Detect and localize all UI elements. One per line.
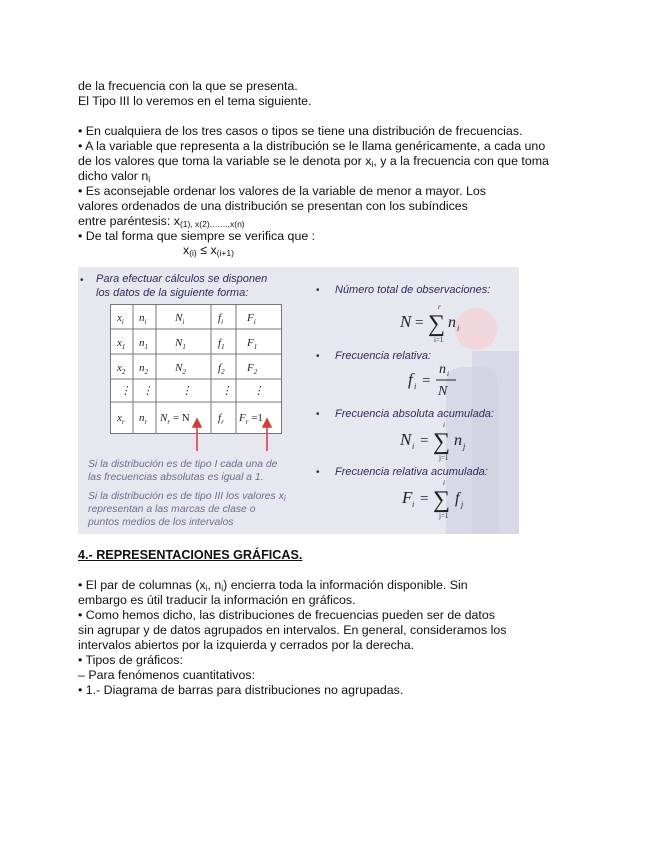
svg-text:=: =: [415, 315, 424, 331]
svg-text:j=1: j=1: [439, 512, 449, 520]
svg-text:∑: ∑: [428, 311, 446, 337]
svg-text:j: j: [461, 500, 464, 509]
arrow-up-icon: [263, 419, 271, 427]
svg-text:i: i: [447, 370, 449, 378]
svg-text:f: f: [408, 370, 413, 389]
cell-F2: $F_2$: [247, 362, 258, 376]
subscript: (1), x(2),…...,x(n): [179, 219, 245, 229]
header-xi: $x_i$: [117, 312, 124, 326]
subscript: i: [148, 174, 151, 184]
svg-text:i: i: [443, 479, 445, 487]
item-relative-frequency: Frecuencia relativa:: [335, 350, 431, 362]
svg-text:∑: ∑: [433, 487, 451, 513]
chart-types: • Tipos de gráficos:: [78, 653, 183, 667]
header-fi: $f_i$: [218, 312, 224, 326]
cell-f2: $f_2$: [218, 362, 225, 376]
columns-pair-line-2: embargo es útil traducir la información en gráficos.: [78, 593, 356, 607]
svg-text:=: =: [422, 373, 431, 389]
cell-dots: ⋮: [221, 385, 232, 397]
formula-total-n: [398, 301, 478, 347]
cell-N2: $N_2$: [175, 362, 186, 376]
note-type-iii-line-2: representan a las marcas de clase o: [88, 504, 256, 515]
formula-cumulative-N: [398, 419, 482, 465]
text-span: , n: [207, 578, 222, 592]
svg-text:N: N: [400, 312, 412, 331]
grouped-line-1: • Como hemos dicho, las distribuciones de frecuencias pueden ser de datos: [78, 608, 495, 622]
svg-text:N: N: [400, 430, 412, 449]
cell-n2: $n_2$: [139, 362, 148, 376]
text-span: de los valores que toma la variable se le denota por x: [78, 154, 372, 168]
text-span: dicho valor n: [78, 169, 149, 183]
cell-f1: $f_1$: [218, 337, 225, 351]
svg-text:r: r: [438, 303, 441, 311]
bullet-distribution: • En cualquiera de los tres casos o tipos se tiene una distribución de frecuencias.: [78, 124, 523, 138]
text-span: , y a la frecuencia con que toma: [373, 154, 549, 168]
formula-cumulative-F: [400, 477, 484, 525]
note-type-iii-line-3: puntos medios de los intervalos: [88, 517, 234, 528]
svg-text:i: i: [457, 324, 460, 333]
cell-Nr: $N_r = N$: [160, 412, 190, 426]
bullet-order-line-1: • Es aconsejable ordenar los valores de la variable de menor a mayor. Los: [78, 184, 486, 198]
subscript: (i): [189, 248, 197, 258]
order-inequality: [183, 243, 234, 261]
formula-slide: [78, 267, 519, 534]
svg-text:N: N: [438, 384, 448, 399]
slide-left-title-1: Para efectuar cálculos se disponen: [96, 273, 268, 285]
text-span: • El par de columnas (x: [78, 578, 206, 592]
section-heading: 4.- REPRESENTACIONES GRÁFICAS.: [78, 548, 303, 562]
svg-text:j=1: j=1: [439, 454, 449, 462]
cell-x2: $x_2$: [117, 362, 126, 376]
bullet-marker: •: [316, 351, 320, 362]
cell-nr: $n_r$: [139, 412, 148, 426]
cell-dots: ⋮: [181, 385, 192, 397]
cell-dots: ⋮: [142, 385, 153, 397]
header-Fi: $F_i$: [247, 312, 256, 326]
item-relative-cumulative: Frecuencia relativa acumulada:: [335, 466, 488, 478]
svg-text:f: f: [455, 490, 460, 507]
bullet-verify: • De tal forma que siempre se verifica que :: [78, 229, 316, 243]
svg-text:n: n: [448, 314, 456, 331]
svg-text:n: n: [439, 362, 446, 377]
svg-text:i: i: [414, 382, 417, 391]
header-ni: $n_i$: [139, 312, 147, 326]
note-type-i-line-1: Si la distribución es de tipo I cada una de: [88, 459, 278, 470]
cell-F1: $F_1$: [247, 337, 258, 351]
svg-text:j: j: [463, 442, 466, 451]
svg-text:=: =: [420, 433, 429, 449]
svg-text:i: i: [412, 500, 415, 509]
cell-Fr: $F_r =1$: [239, 412, 263, 426]
subscript: i: [371, 159, 374, 169]
subscript: i: [221, 583, 224, 593]
svg-text:i: i: [412, 442, 415, 451]
svg-text:i=1: i=1: [434, 336, 444, 344]
svg-text:i: i: [443, 421, 445, 429]
cell-dots: ⋮: [253, 385, 264, 397]
bullet-order-line-2: valores ordenados de una distribución se presentan con los subíndices: [78, 199, 468, 213]
bullet-marker: •: [80, 275, 84, 286]
intro-line-2: El Tipo III lo veremos en el tema siguiente.: [78, 94, 312, 108]
subscript: i: [283, 493, 286, 503]
quantitative-phenomena: – Para fenómenos cuantitativos:: [78, 668, 256, 682]
grouped-line-2: sin agrupar y de datos agrupados en intervalos. En general, consideramos los: [78, 623, 507, 637]
intro-line-1: de la frecuencia con la que se presenta.: [78, 79, 298, 93]
cell-x1: $x_1$: [117, 337, 126, 351]
bullet-marker: •: [316, 409, 320, 420]
cell-xr: $x_r$: [117, 412, 125, 426]
arrow-up-icon: [193, 419, 201, 427]
text-span: ≤ x: [196, 243, 217, 257]
bullet-variable-line-1: • A la variable que representa a la distribución se le llama genéricamente, a cada uno: [78, 139, 546, 153]
grouped-line-3: intervalos abiertos por la izquierda y cerrados por la derecha.: [78, 638, 415, 652]
text-span: ) encierra toda la información disponible. Sin: [223, 578, 468, 592]
svg-text:F: F: [402, 488, 413, 507]
slide-left-title-2: los datos de la siguiente forma:: [96, 287, 249, 299]
cell-fr: $f_r$: [218, 412, 224, 426]
cell-dots: ⋮: [120, 385, 131, 397]
formula-relative-f: [406, 359, 466, 401]
bar-diagram-item: • 1.- Diagrama de barras para distribuciones no agrupadas.: [78, 683, 404, 697]
item-absolute-cumulative: Frecuencia absoluta acumulada:: [335, 408, 494, 420]
subscript: i: [205, 583, 208, 593]
bullet-marker: •: [316, 285, 320, 296]
svg-text:∑: ∑: [433, 429, 451, 455]
svg-text:n: n: [454, 432, 462, 449]
note-type-i-line-2: las frecuencias absolutas es igual a 1.: [88, 472, 264, 483]
text-span: entre paréntesis: x: [78, 214, 180, 228]
svg-text:=: =: [420, 491, 429, 507]
cell-n1: $n_1$: [139, 337, 148, 351]
header-Ni: $N_i$: [175, 312, 185, 326]
text-span: x: [183, 243, 190, 257]
item-total-observations: Número total de observaciones:: [335, 284, 491, 296]
bullet-marker: •: [316, 467, 320, 478]
text-span: Si la distribución es de tipo III los valores x: [88, 491, 284, 502]
cell-N1: $N_1$: [175, 337, 186, 351]
subscript: (i+1): [216, 248, 234, 258]
